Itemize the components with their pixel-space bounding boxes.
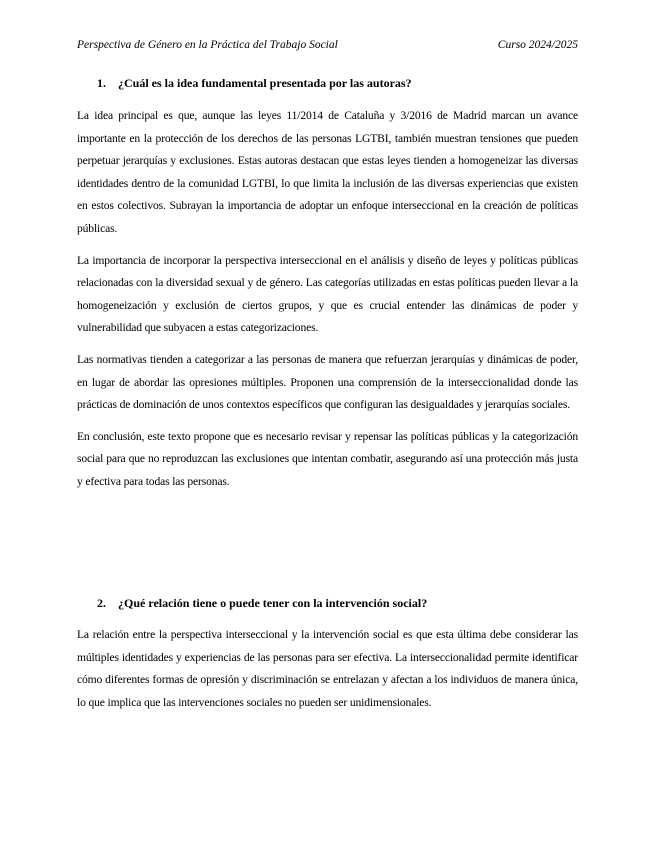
- section-1-paragraph-1: La idea principal es que, aunque las leyes 11/2014 de Cataluña y 3/2016 de Madrid marcan un avance importante en la protección de los derechos de las personas LGTBI, también muestran tensiones que pueden perpetuar jerarquías y exclusiones. Estas autoras destacan que estas leyes tienden a homogeneizar las diversas identidades dentro de la comunidad LGTBI, lo que limita la inclusión de las diversas experiencias que existen en estos colectivos. Subrayan la importancia de adoptar un enfoque interseccional en la creación de políticas públicas.: [77, 109, 578, 235]
- section-2-number: 2.: [97, 596, 106, 610]
- section-1-body: [77, 105, 578, 503]
- section-1-number: 1.: [97, 76, 106, 90]
- section-2-body: [77, 624, 578, 723]
- section-1-paragraph-2: La importancia de incorporar la perspectiva interseccional en el análisis y diseño de leyes y políticas públicas relacionadas con la diversidad sexual y de género. Las categorías utilizadas en estas políticas pueden llevar a la homogeneización y exclusión de ciertos grupos, y que es crucial entender las dinámicas de poder y vulnerabilidad que subyacen a estas categorizaciones.: [77, 253, 578, 335]
- running-header: [77, 38, 578, 52]
- header-title: Perspectiva de Género en la Práctica del Trabajo Social: [77, 39, 338, 51]
- section-1-heading: [97, 76, 412, 90]
- section-2-title: ¿Qué relación tiene o puede tener con la intervención social?: [118, 596, 428, 610]
- section-2-paragraph-1: La relación entre la perspectiva interseccional y la intervención social es que esta última debe considerar las múltiples identidades y experiencias de las personas para ser efectiva. La interseccionalidad permite identificar cómo diferentes formas de opresión y discriminación se entrelazan y afectan a los individuos de manera única, lo que implica que las intervenciones sociales no pueden ser unidimensionales.: [77, 628, 578, 709]
- section-1-title: ¿Cuál es la idea fundamental presentada por las autoras?: [118, 76, 412, 90]
- section-2-heading: [97, 596, 427, 610]
- section-1-paragraph-3: Las normativas tienden a categorizar a las personas de manera que refuerzan jerarquías y dinámicas de poder, en lugar de abordar las opresiones múltiples. Proponen una comprensión de la interseccionalidad donde las prácticas de dominación de unos contextos específicos que configuran las desigualdades y jerarquías sociales.: [77, 352, 578, 412]
- header-course: Curso 2024/2025: [497, 39, 578, 51]
- section-1-paragraph-4: En conclusión, este texto propone que es necesario revisar y repensar las políticas públicas y la categorización social para que no reproduzcan las exclusiones que intentan combatir, asegurando así una protección más justa y efectiva para todas las personas.: [77, 429, 578, 488]
